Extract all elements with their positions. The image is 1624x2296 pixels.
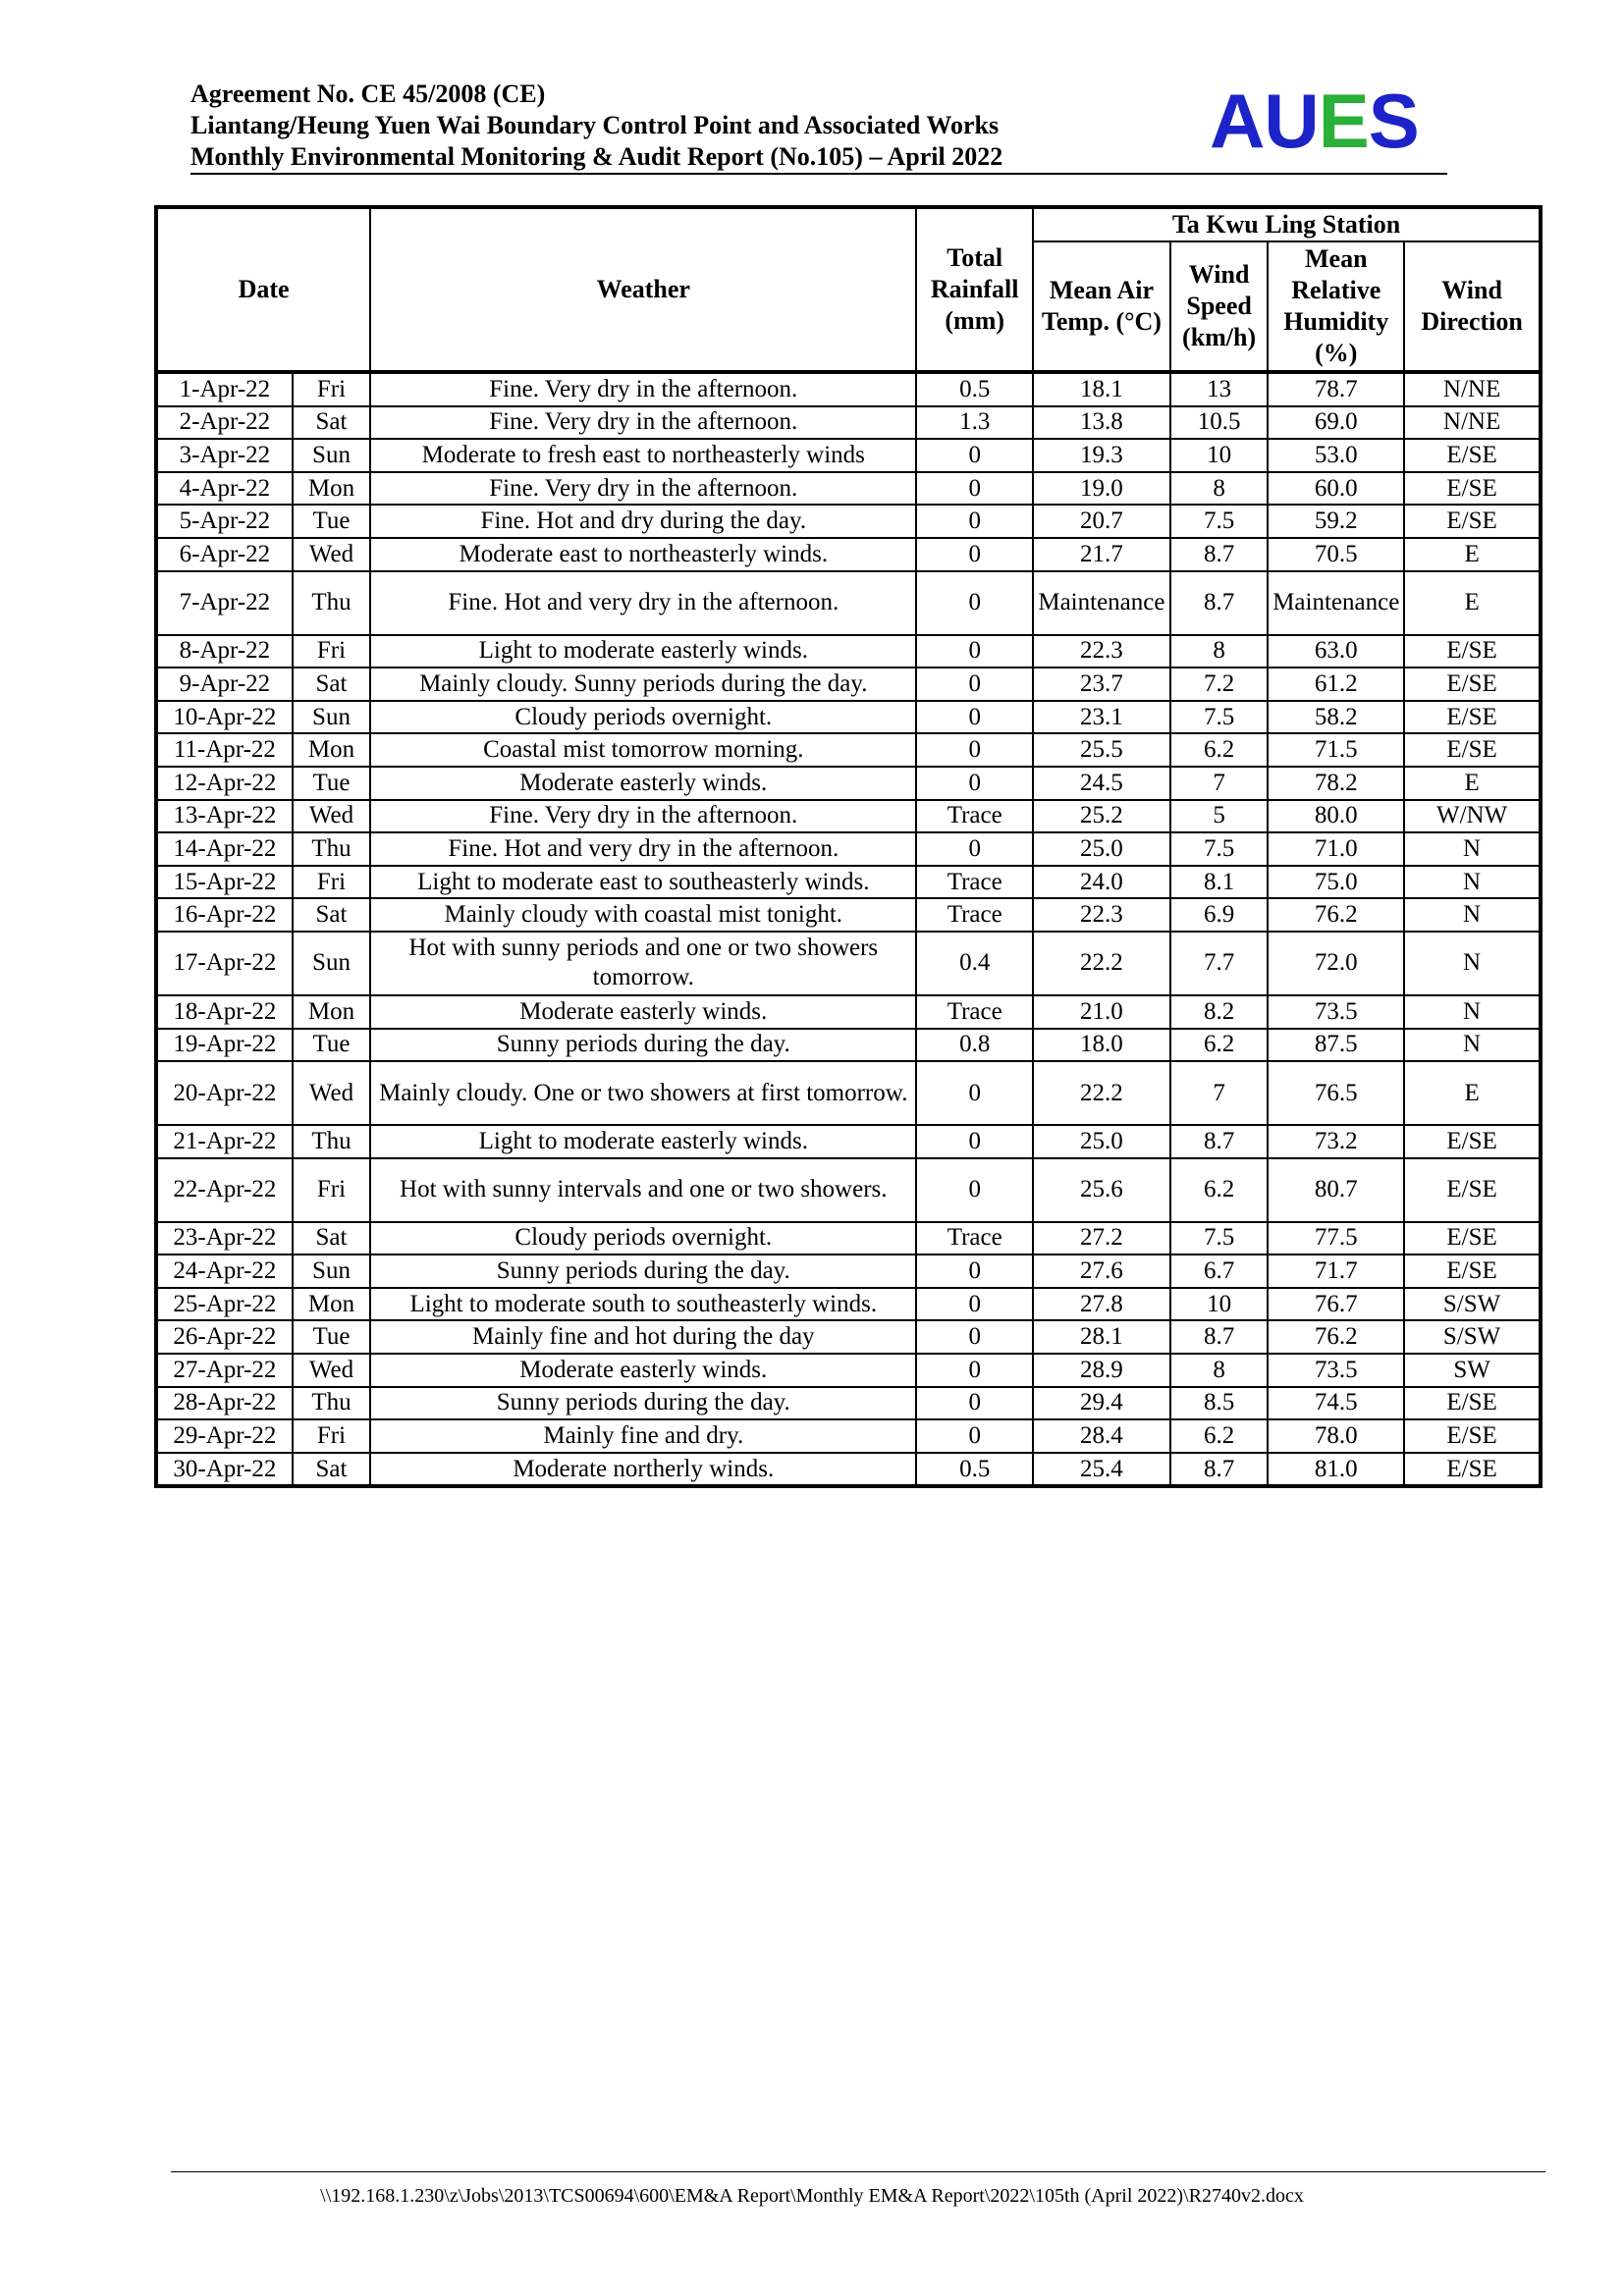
col-header-humidity: Mean Relative Humidity (%) — [1268, 241, 1404, 372]
wind-speed-cell: 8 — [1170, 1354, 1269, 1387]
weather-cell: Moderate to fresh east to northeasterly winds — [370, 439, 916, 472]
wind-direction-cell: N — [1404, 898, 1541, 932]
weather-cell: Mainly fine and hot during the day — [370, 1320, 916, 1354]
humidity-cell: 71.0 — [1268, 832, 1404, 866]
wind-speed-cell: 6.7 — [1170, 1255, 1269, 1288]
humidity-cell: 78.0 — [1268, 1419, 1404, 1453]
date-cell: 29-Apr-22 — [156, 1419, 293, 1453]
wind-direction-cell: S/SW — [1404, 1320, 1541, 1354]
table-row — [156, 1061, 1541, 1125]
temp-cell: 19.3 — [1033, 439, 1170, 472]
weather-cell: Light to moderate south to southeasterly winds. — [370, 1288, 916, 1321]
col-header-wind-speed: Wind Speed (km/h) — [1170, 241, 1269, 372]
rainfall-cell: Trace — [916, 995, 1033, 1029]
day-cell: Wed — [293, 1354, 370, 1387]
table-row — [156, 1453, 1541, 1487]
col-header-wind-direction: Wind Direction — [1404, 241, 1541, 372]
table-row — [156, 733, 1541, 767]
temp-cell: 27.8 — [1033, 1288, 1170, 1321]
table-row — [156, 1158, 1541, 1222]
wind-direction-cell: E — [1404, 571, 1541, 635]
day-cell: Tue — [293, 767, 370, 800]
rainfall-cell: 0 — [916, 1419, 1033, 1453]
day-cell: Sat — [293, 1222, 370, 1255]
date-cell: 16-Apr-22 — [156, 898, 293, 932]
table-row — [156, 1419, 1541, 1453]
rainfall-cell: 0 — [916, 538, 1033, 571]
day-cell: Tue — [293, 1029, 370, 1062]
temp-cell: Maintenance — [1033, 571, 1170, 635]
wind-direction-cell: E/SE — [1404, 1453, 1541, 1487]
temp-cell: 25.2 — [1033, 800, 1170, 833]
wind-direction-cell: W/NW — [1404, 800, 1541, 833]
humidity-cell: 80.7 — [1268, 1158, 1404, 1222]
day-cell: Sun — [293, 932, 370, 995]
humidity-cell: 63.0 — [1268, 635, 1404, 668]
aues-logo — [1210, 78, 1419, 164]
wind-direction-cell: E/SE — [1404, 439, 1541, 472]
weather-cell: Sunny periods during the day. — [370, 1029, 916, 1062]
weather-cell: Coastal mist tomorrow morning. — [370, 733, 916, 767]
humidity-cell: 77.5 — [1268, 1222, 1404, 1255]
rainfall-cell: 0.5 — [916, 372, 1033, 406]
wind-speed-cell: 7.5 — [1170, 832, 1269, 866]
rainfall-cell: 0 — [916, 667, 1033, 701]
wind-direction-cell: N — [1404, 995, 1541, 1029]
date-cell: 26-Apr-22 — [156, 1320, 293, 1354]
weather-cell: Cloudy periods overnight. — [370, 701, 916, 734]
wind-speed-cell: 8.7 — [1170, 1125, 1269, 1158]
day-cell: Mon — [293, 472, 370, 506]
table-row — [156, 1222, 1541, 1255]
rainfall-cell: 0 — [916, 505, 1033, 538]
logo-letter: U — [1264, 78, 1319, 164]
file-path-footer: \\192.168.1.230\z\Jobs\2013\TCS00694\600\EM&A Report\Monthly EM&A Report\2022\105th (April 2022)\R2740v2.docx — [320, 2185, 1304, 2207]
date-cell: 13-Apr-22 — [156, 800, 293, 833]
date-cell: 18-Apr-22 — [156, 995, 293, 1029]
rainfall-cell: 1.3 — [916, 406, 1033, 440]
humidity-cell: 74.5 — [1268, 1387, 1404, 1420]
logo-letter: S — [1368, 78, 1419, 164]
rainfall-cell: 0 — [916, 1158, 1033, 1222]
footer-divider — [171, 2171, 1545, 2172]
day-cell: Fri — [293, 372, 370, 406]
temp-cell: 20.7 — [1033, 505, 1170, 538]
weather-cell: Light to moderate east to southeasterly winds. — [370, 866, 916, 899]
rainfall-cell: 0.8 — [916, 1029, 1033, 1062]
temp-cell: 25.0 — [1033, 832, 1170, 866]
date-cell: 17-Apr-22 — [156, 932, 293, 995]
wind-speed-cell: 13 — [1170, 372, 1269, 406]
rainfall-cell: 0 — [916, 1255, 1033, 1288]
humidity-cell: 73.5 — [1268, 1354, 1404, 1387]
humidity-cell: 78.2 — [1268, 767, 1404, 800]
weather-cell: Mainly cloudy. Sunny periods during the day. — [370, 667, 916, 701]
temp-cell: 18.0 — [1033, 1029, 1170, 1062]
date-cell: 25-Apr-22 — [156, 1288, 293, 1321]
wind-direction-cell: N — [1404, 1029, 1541, 1062]
day-cell: Sat — [293, 898, 370, 932]
table-row — [156, 1320, 1541, 1354]
day-cell: Fri — [293, 1158, 370, 1222]
temp-cell: 22.3 — [1033, 635, 1170, 668]
wind-speed-cell: 10 — [1170, 439, 1269, 472]
day-cell: Thu — [293, 832, 370, 866]
rainfall-cell: Trace — [916, 866, 1033, 899]
table-row — [156, 832, 1541, 866]
temp-cell: 27.6 — [1033, 1255, 1170, 1288]
temp-cell: 28.4 — [1033, 1419, 1170, 1453]
temp-cell: 25.0 — [1033, 1125, 1170, 1158]
wind-speed-cell: 6.2 — [1170, 1029, 1269, 1062]
wind-speed-cell: 6.9 — [1170, 898, 1269, 932]
temp-cell: 28.9 — [1033, 1354, 1170, 1387]
wind-direction-cell: SW — [1404, 1354, 1541, 1387]
table-row — [156, 439, 1541, 472]
wind-speed-cell: 6.2 — [1170, 733, 1269, 767]
table-row — [156, 667, 1541, 701]
project-title: Liantang/Heung Yuen Wai Boundary Control Point and Associated Works — [190, 111, 1000, 139]
weather-cell: Sunny periods during the day. — [370, 1255, 916, 1288]
temp-cell: 25.6 — [1033, 1158, 1170, 1222]
weather-cell: Moderate northerly winds. — [370, 1453, 916, 1487]
wind-direction-cell: E/SE — [1404, 505, 1541, 538]
date-cell: 8-Apr-22 — [156, 635, 293, 668]
day-cell: Mon — [293, 733, 370, 767]
day-cell: Tue — [293, 1320, 370, 1354]
table-row — [156, 800, 1541, 833]
day-cell: Fri — [293, 635, 370, 668]
col-header-weather: Weather — [370, 207, 916, 372]
header-text — [190, 79, 1002, 173]
temp-cell: 19.0 — [1033, 472, 1170, 506]
rainfall-cell: 0 — [916, 439, 1033, 472]
wind-speed-cell: 8.2 — [1170, 995, 1269, 1029]
weather-cell: Fine. Hot and dry during the day. — [370, 505, 916, 538]
rainfall-cell: 0 — [916, 472, 1033, 506]
humidity-cell: 58.2 — [1268, 701, 1404, 734]
date-cell: 23-Apr-22 — [156, 1222, 293, 1255]
wind-direction-cell: N/NE — [1404, 372, 1541, 406]
day-cell: Fri — [293, 1419, 370, 1453]
wind-direction-cell: E/SE — [1404, 667, 1541, 701]
table-row — [156, 1288, 1541, 1321]
weather-cell: Fine. Very dry in the afternoon. — [370, 406, 916, 440]
table-row — [156, 932, 1541, 995]
humidity-cell: 78.7 — [1268, 372, 1404, 406]
temp-cell: 27.2 — [1033, 1222, 1170, 1255]
date-cell: 24-Apr-22 — [156, 1255, 293, 1288]
weather-cell: Fine. Hot and very dry in the afternoon. — [370, 832, 916, 866]
wind-direction-cell: N — [1404, 832, 1541, 866]
day-cell: Wed — [293, 1061, 370, 1125]
wind-direction-cell: E — [1404, 538, 1541, 571]
wind-speed-cell: 7.5 — [1170, 701, 1269, 734]
weather-cell: Mainly cloudy with coastal mist tonight. — [370, 898, 916, 932]
humidity-cell: 73.2 — [1268, 1125, 1404, 1158]
humidity-cell: 76.2 — [1268, 898, 1404, 932]
weather-cell: Moderate east to northeasterly winds. — [370, 538, 916, 571]
wind-direction-cell: N — [1404, 866, 1541, 899]
temp-cell: 28.1 — [1033, 1320, 1170, 1354]
table-row — [156, 1029, 1541, 1062]
weather-cell: Fine. Very dry in the afternoon. — [370, 372, 916, 406]
humidity-cell: 75.0 — [1268, 866, 1404, 899]
table-row — [156, 1354, 1541, 1387]
table-row — [156, 406, 1541, 440]
temp-cell: 13.8 — [1033, 406, 1170, 440]
rainfall-cell: 0 — [916, 1061, 1033, 1125]
table-row — [156, 472, 1541, 506]
wind-speed-cell: 10 — [1170, 1288, 1269, 1321]
rainfall-cell: 0 — [916, 1354, 1033, 1387]
rainfall-cell: 0 — [916, 571, 1033, 635]
date-cell: 19-Apr-22 — [156, 1029, 293, 1062]
date-cell: 21-Apr-22 — [156, 1125, 293, 1158]
rainfall-cell: 0 — [916, 701, 1033, 734]
temp-cell: 29.4 — [1033, 1387, 1170, 1420]
wind-direction-cell: N — [1404, 932, 1541, 995]
weather-cell: Cloudy periods overnight. — [370, 1222, 916, 1255]
table-row — [156, 505, 1541, 538]
station-header: Ta Kwu Ling Station — [1033, 207, 1541, 241]
table-row — [156, 701, 1541, 734]
header-divider — [190, 173, 1447, 175]
temp-cell: 21.7 — [1033, 538, 1170, 571]
wind-direction-cell: E/SE — [1404, 1255, 1541, 1288]
humidity-cell: Maintenance — [1268, 571, 1404, 635]
rainfall-cell: 0 — [916, 1320, 1033, 1354]
table-row — [156, 571, 1541, 635]
wind-direction-cell: E/SE — [1404, 635, 1541, 668]
day-cell: Mon — [293, 995, 370, 1029]
day-cell: Tue — [293, 505, 370, 538]
table-row — [156, 372, 1541, 406]
wind-direction-cell: E/SE — [1404, 1419, 1541, 1453]
temp-cell: 24.5 — [1033, 767, 1170, 800]
date-cell: 22-Apr-22 — [156, 1158, 293, 1222]
day-cell: Sun — [293, 701, 370, 734]
weather-cell: Hot with sunny periods and one or two showers tomorrow. — [370, 932, 916, 995]
humidity-cell: 53.0 — [1268, 439, 1404, 472]
table-body — [156, 372, 1541, 1486]
date-cell: 12-Apr-22 — [156, 767, 293, 800]
date-cell: 15-Apr-22 — [156, 866, 293, 899]
table-row — [156, 538, 1541, 571]
wind-speed-cell: 7 — [1170, 767, 1269, 800]
wind-speed-cell: 8.5 — [1170, 1387, 1269, 1420]
weather-cell: Moderate easterly winds. — [370, 995, 916, 1029]
rainfall-cell: 0 — [916, 635, 1033, 668]
temp-cell: 18.1 — [1033, 372, 1170, 406]
wind-speed-cell: 8 — [1170, 472, 1269, 506]
rainfall-cell: 0 — [916, 832, 1033, 866]
temp-cell: 25.5 — [1033, 733, 1170, 767]
rainfall-cell: 0 — [916, 767, 1033, 800]
date-cell: 2-Apr-22 — [156, 406, 293, 440]
logo-letter: A — [1210, 78, 1265, 164]
col-header-rainfall: Total Rainfall (mm) — [916, 207, 1033, 372]
day-cell: Sat — [293, 667, 370, 701]
logo-letter: E — [1318, 78, 1369, 164]
day-cell: Mon — [293, 1288, 370, 1321]
date-cell: 27-Apr-22 — [156, 1354, 293, 1387]
wind-direction-cell: E/SE — [1404, 1125, 1541, 1158]
date-cell: 7-Apr-22 — [156, 571, 293, 635]
table-row — [156, 898, 1541, 932]
temp-cell: 22.2 — [1033, 932, 1170, 995]
weather-cell: Moderate easterly winds. — [370, 1354, 916, 1387]
humidity-cell: 61.2 — [1268, 667, 1404, 701]
humidity-cell: 72.0 — [1268, 932, 1404, 995]
table-row — [156, 1255, 1541, 1288]
wind-direction-cell: E/SE — [1404, 1158, 1541, 1222]
day-cell: Thu — [293, 571, 370, 635]
temp-cell: 25.4 — [1033, 1453, 1170, 1487]
wind-speed-cell: 7.5 — [1170, 505, 1269, 538]
agreement-number: Agreement No. CE 45/2008 (CE) — [190, 80, 546, 108]
humidity-cell: 71.5 — [1268, 733, 1404, 767]
temp-cell: 22.3 — [1033, 898, 1170, 932]
rainfall-cell: 0 — [916, 1288, 1033, 1321]
weather-cell: Fine. Very dry in the afternoon. — [370, 472, 916, 506]
humidity-cell: 60.0 — [1268, 472, 1404, 506]
humidity-cell: 76.7 — [1268, 1288, 1404, 1321]
rainfall-cell: 0 — [916, 733, 1033, 767]
wind-speed-cell: 7.7 — [1170, 932, 1269, 995]
wind-speed-cell: 7.2 — [1170, 667, 1269, 701]
wind-speed-cell: 7.5 — [1170, 1222, 1269, 1255]
wind-direction-cell: E — [1404, 1061, 1541, 1125]
weather-cell: Mainly cloudy. One or two showers at first tomorrow. — [370, 1061, 916, 1125]
wind-direction-cell: E/SE — [1404, 1222, 1541, 1255]
wind-direction-cell: E/SE — [1404, 733, 1541, 767]
wind-direction-cell: E — [1404, 767, 1541, 800]
temp-cell: 22.2 — [1033, 1061, 1170, 1125]
day-cell: Sat — [293, 406, 370, 440]
rainfall-cell: 0.4 — [916, 932, 1033, 995]
humidity-cell: 70.5 — [1268, 538, 1404, 571]
rainfall-cell: Trace — [916, 800, 1033, 833]
day-cell: Wed — [293, 800, 370, 833]
weather-cell: Light to moderate easterly winds. — [370, 1125, 916, 1158]
table-row — [156, 767, 1541, 800]
humidity-cell: 59.2 — [1268, 505, 1404, 538]
day-cell: Sat — [293, 1453, 370, 1487]
temp-cell: 23.7 — [1033, 667, 1170, 701]
humidity-cell: 76.2 — [1268, 1320, 1404, 1354]
day-cell: Wed — [293, 538, 370, 571]
humidity-cell: 80.0 — [1268, 800, 1404, 833]
rainfall-cell: 0 — [916, 1125, 1033, 1158]
date-cell: 1-Apr-22 — [156, 372, 293, 406]
rainfall-cell: Trace — [916, 1222, 1033, 1255]
day-cell: Fri — [293, 866, 370, 899]
humidity-cell: 81.0 — [1268, 1453, 1404, 1487]
date-cell: 9-Apr-22 — [156, 667, 293, 701]
day-cell: Thu — [293, 1125, 370, 1158]
date-cell: 5-Apr-22 — [156, 505, 293, 538]
wind-speed-cell: 8.7 — [1170, 538, 1269, 571]
rainfall-cell: 0 — [916, 1387, 1033, 1420]
day-cell: Sun — [293, 439, 370, 472]
wind-speed-cell: 6.2 — [1170, 1419, 1269, 1453]
table-row — [156, 1125, 1541, 1158]
wind-direction-cell: E/SE — [1404, 472, 1541, 506]
day-cell: Sun — [293, 1255, 370, 1288]
humidity-cell: 71.7 — [1268, 1255, 1404, 1288]
date-cell: 6-Apr-22 — [156, 538, 293, 571]
date-cell: 30-Apr-22 — [156, 1453, 293, 1487]
wind-direction-cell: E/SE — [1404, 1387, 1541, 1420]
wind-speed-cell: 10.5 — [1170, 406, 1269, 440]
wind-speed-cell: 5 — [1170, 800, 1269, 833]
date-cell: 3-Apr-22 — [156, 439, 293, 472]
rainfall-cell: Trace — [916, 898, 1033, 932]
temp-cell: 24.0 — [1033, 866, 1170, 899]
table-row — [156, 995, 1541, 1029]
day-cell: Thu — [293, 1387, 370, 1420]
humidity-cell: 73.5 — [1268, 995, 1404, 1029]
date-cell: 28-Apr-22 — [156, 1387, 293, 1420]
wind-speed-cell: 7 — [1170, 1061, 1269, 1125]
weather-cell: Fine. Hot and very dry in the afternoon. — [370, 571, 916, 635]
rainfall-cell: 0.5 — [916, 1453, 1033, 1487]
temp-cell: 21.0 — [1033, 995, 1170, 1029]
wind-speed-cell: 8.7 — [1170, 571, 1269, 635]
weather-cell: Mainly fine and dry. — [370, 1419, 916, 1453]
date-cell: 4-Apr-22 — [156, 472, 293, 506]
col-header-date: Date — [156, 207, 370, 372]
wind-direction-cell: E/SE — [1404, 701, 1541, 734]
report-title: Monthly Environmental Monitoring & Audit Report (No.105) – April 2022 — [190, 142, 1003, 171]
date-cell: 20-Apr-22 — [156, 1061, 293, 1125]
table-row — [156, 1387, 1541, 1420]
wind-direction-cell: S/SW — [1404, 1288, 1541, 1321]
weather-cell: Sunny periods during the day. — [370, 1387, 916, 1420]
date-cell: 11-Apr-22 — [156, 733, 293, 767]
wind-speed-cell: 8 — [1170, 635, 1269, 668]
weather-table — [154, 205, 1543, 1488]
weather-cell: Moderate easterly winds. — [370, 767, 916, 800]
weather-cell: Light to moderate easterly winds. — [370, 635, 916, 668]
humidity-cell: 69.0 — [1268, 406, 1404, 440]
date-cell: 10-Apr-22 — [156, 701, 293, 734]
wind-speed-cell: 8.7 — [1170, 1320, 1269, 1354]
date-cell: 14-Apr-22 — [156, 832, 293, 866]
humidity-cell: 76.5 — [1268, 1061, 1404, 1125]
wind-speed-cell: 6.2 — [1170, 1158, 1269, 1222]
humidity-cell: 87.5 — [1268, 1029, 1404, 1062]
weather-cell: Fine. Very dry in the afternoon. — [370, 800, 916, 833]
wind-direction-cell: N/NE — [1404, 406, 1541, 440]
col-header-temp: Mean Air Temp. (°C) — [1033, 241, 1170, 372]
wind-speed-cell: 8.7 — [1170, 1453, 1269, 1487]
table-row — [156, 635, 1541, 668]
weather-cell: Hot with sunny intervals and one or two showers. — [370, 1158, 916, 1222]
table-row — [156, 866, 1541, 899]
temp-cell: 23.1 — [1033, 701, 1170, 734]
wind-speed-cell: 8.1 — [1170, 866, 1269, 899]
